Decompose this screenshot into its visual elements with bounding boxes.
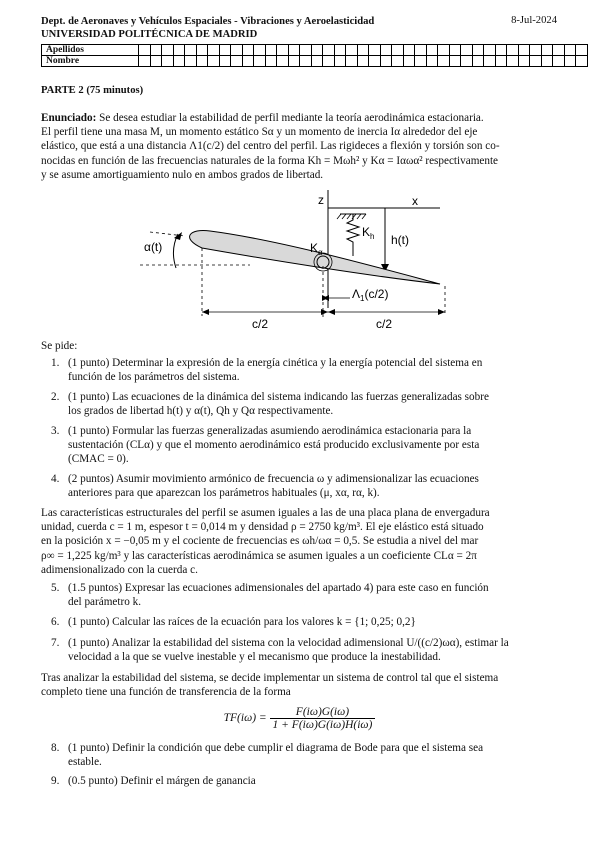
- question-item: 2. (1 punto) Las ecuaciones de la dinámica del sistema indicando las fuerzas generalizadas sobre los grados de libertad h(t) y α(t), Qh y Qα respectivamente.: [51, 391, 489, 418]
- statement: [41, 111, 558, 182]
- transfer-function: [0, 706, 599, 731]
- part-title: PARTE 2 (75 minutos): [41, 85, 144, 96]
- student-id-grid: [41, 44, 588, 67]
- exam-date: 8-Jul-2024: [511, 15, 557, 26]
- question-item: 3. (1 punto) Formular las fuerzas generalizadas asumiendo aerodinámica estacionaria para la sustentación (CLα) y que el momento aerodinámico está producido exclusivamente por esta (CMAC = 0).: [51, 425, 480, 466]
- structural-data: Las características estructurales del perfil se asumen iguales a las de una placa plana de envergadura unidad, cuerda c = 1 m, espesor t = 0,014 m y densidad ρ = 2750 kg/m³. El eje elástico está situado en la posición x = −0,05 m y el cociente de frecuencias es ωh/ωα = 0,5. Se estudia a nivel del mar ρ∞ = 1,225 kg/m³ y las características aerodinámica se asumen iguales a un coeficiente CLα = 2π adimensionalizado con la cuerda c.: [41, 507, 490, 576]
- h-label: h(t): [391, 233, 409, 247]
- name-row: [42, 56, 588, 67]
- bending-spring: [347, 214, 359, 256]
- tf-fraction: [270, 706, 376, 731]
- control-text: Tras analizar la estabilidad del sistema, se decide implementar un sistema de control tal que el sistema completo tiene una función de transferencia de la forma: [41, 672, 499, 699]
- airfoil-diagram: [140, 188, 470, 336]
- tf-denominator: 1 + F(iω)G(iω)H(iω): [272, 719, 373, 731]
- c-half-left: c/2: [252, 317, 269, 331]
- statement-lead: Enunciado:: [41, 112, 97, 124]
- x-label: x: [412, 194, 418, 208]
- ka-label: $K_\alpha$: [310, 241, 323, 257]
- name-label: Nombre: [42, 56, 139, 67]
- question-item: 1. (1 punto) Determinar la expresión de la energía cinética y la energía potencial del sistema en función de los parámetros del sistema.: [51, 357, 483, 384]
- university-name: UNIVERSIDAD POLITÉCNICA DE MADRID: [41, 29, 258, 40]
- tf-lhs: TF(iω) =: [223, 712, 267, 725]
- statement-line: Enunciado: Se desea estudiar la estabilidad de perfil mediante la teoría aerodinámica estacionaria.: [41, 112, 484, 124]
- lambda-label: $\Lambda_1(c/2)$: [352, 287, 389, 303]
- question-item: 4. (2 puntos) Asumir movimiento armónico de frecuencia ω y adimensionalizar las ecuaciones anteriores para que aparezcan los parámetros habituales (μ, xα, rα, k).: [51, 473, 479, 500]
- course-title: Dept. de Aeronaves y Vehículos Espaciales - Vibraciones y Aeroelasticidad: [41, 16, 375, 27]
- course-header: [41, 15, 374, 41]
- statement-line: y se asume amortiguamiento nulo en ambos grados de libertad.: [41, 168, 324, 181]
- z-label: z: [318, 193, 324, 207]
- se-pide: Se pide:: [41, 340, 78, 352]
- surname-label: Apellidos: [42, 45, 139, 56]
- statement-line: elástico, que está a una distancia Λ1(c/2) del centro del perfil. Las rigideces a flexión y torsión son co-: [41, 140, 500, 153]
- statement-line: nocidas en función de las frecuencias naturales de la forma Kh = Mωh² y Kα = Iαωα² respectivamente: [41, 154, 499, 167]
- question-item: 5. (1.5 puntos) Expresar las ecuaciones adimensionales del apartado 4) para este caso en función del parámetro k.: [51, 582, 489, 609]
- c-half-right: c/2: [376, 317, 393, 331]
- tf-numerator: F(iω)G(iω): [270, 706, 376, 719]
- question-item: 6. (1 punto) Calcular las raíces de la ecuación para los valores k = {1; 0,25; 0,2}: [51, 616, 416, 628]
- question-item: 8. (1 punto) Definir la condición que debe cumplir el diagrama de Bode para que el sistema sea estable.: [51, 742, 484, 769]
- kh-label: $K_h$: [362, 225, 375, 241]
- surname-row: [42, 45, 588, 56]
- statement-line: El perfil tiene una masa M, un momento estático Sα y un momento de inercia Iα alrededor del eje: [41, 126, 478, 139]
- alpha-label: α(t): [144, 240, 163, 254]
- question-item: 7. (1 punto) Analizar la estabilidad del sistema con la velocidad adimensional U/((c/2)ωα), estimar la velocidad a la que se vuelve inestable y el mecanismo que produce la inestabilidad.: [51, 637, 509, 664]
- question-item: 9. (0.5 punto) Definir el márgen de ganancia: [51, 775, 256, 787]
